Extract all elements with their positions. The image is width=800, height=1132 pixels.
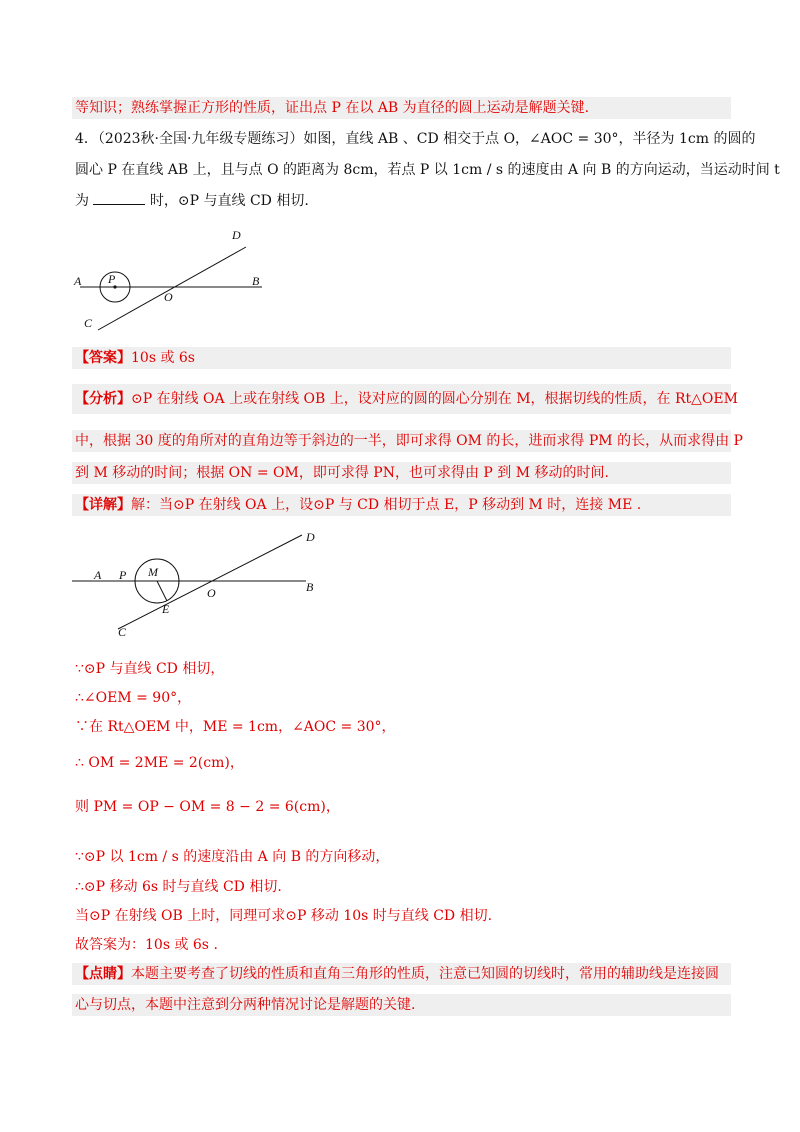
- step-6: ∵⊙P 以 1cm / s 的速度沿由 A 向 B 的方向移动，: [75, 849, 390, 865]
- label-o-2: O: [207, 586, 216, 600]
- line-cd-2: [118, 535, 302, 629]
- label-p: P: [108, 272, 116, 286]
- question-line-1: 4．（2023秋·全国·九年级专题练习）如图，直线 AB 、CD 相交于点 O，∠AOC = 30°，半径为 1cm 的圆的: [75, 131, 756, 147]
- detail-line: [72, 494, 731, 516]
- label-a-2: A: [94, 568, 102, 582]
- comment-line-1: [72, 963, 731, 985]
- figure-2-diagram: [72, 523, 318, 639]
- answer-tag: 【答案】: [75, 350, 131, 366]
- analysis-line-3: 到 M 移动的时间；根据 ON = OM，即可求得 PN，也可求得由 P 到 M 移动的时间.: [72, 462, 731, 484]
- step-1: ∵⊙P 与直线 CD 相切，: [75, 661, 225, 677]
- analysis-text-1: ⊙P 在射线 OA 上或在射线 OB 上，设对应的圆的圆心分别在 M，根据切线的性质，在 Rt△OEM: [131, 391, 738, 407]
- step-5: 则 PM = OP − OM = 8 − 2 = 6(cm)，: [75, 799, 340, 815]
- label-d-2: D: [306, 530, 315, 544]
- step-9: 故答案为：10s 或 6s .: [75, 937, 218, 953]
- answer-blank: [93, 190, 145, 205]
- label-d: D: [232, 228, 241, 242]
- label-m: M: [148, 565, 158, 579]
- detail-tag: 【详解】: [75, 497, 131, 513]
- question-line-3: [75, 190, 309, 212]
- label-a: A: [74, 274, 82, 288]
- answer-text: 10s 或 6s: [131, 350, 195, 366]
- label-o: O: [164, 290, 173, 304]
- label-b-2: B: [306, 580, 314, 594]
- comment-text-1: 本题主要考查了切线的性质和直角三角形的性质，注意已知圆的切线时，常用的辅助线是连接圆: [131, 966, 719, 982]
- question-line-3-post: 时，⊙P 与直线 CD 相切.: [149, 193, 309, 209]
- label-p-2: P: [119, 568, 127, 582]
- label-b: B: [252, 274, 260, 288]
- step-8: 当⊙P 在射线 OB 上时，同理可求⊙P 移动 10s 时与直线 CD 相切.: [75, 908, 493, 924]
- label-c: C: [84, 316, 93, 330]
- comment-tag: 【点睛】: [75, 966, 131, 982]
- question-line-2: 圆心 P 在直线 AB 上，且与点 O 的距离为 8cm，若点 P 以 1cm / s 的速度由 A 向 B 的方向运动，当运动时间 t: [75, 162, 780, 178]
- step-3: ∵在 Rt△OEM 中，ME = 1cm，∠AOC = 30°，: [75, 719, 396, 735]
- step-4: ∴ OM = 2ME = 2(cm)，: [75, 755, 244, 771]
- label-c-2: C: [118, 625, 127, 639]
- analysis-line-1: [72, 384, 738, 414]
- label-e: E: [162, 602, 170, 616]
- figure-1-diagram: [70, 225, 280, 340]
- analysis-line-2: 中，根据 30 度的角所对的直角边等于斜边的一半，即可求得 OM 的长，进而求得 PM 的长，从而求得由 P: [72, 430, 731, 452]
- analysis-tag: 【分析】: [75, 391, 131, 407]
- line-cd: [98, 247, 246, 330]
- top-note: 等知识；熟练掌握正方形的性质，证出点 P 在以 AB 为直径的圆上运动是解题关键.: [72, 97, 731, 119]
- step-7: ∴⊙P 移动 6s 时与直线 CD 相切.: [75, 879, 282, 895]
- step-2: ∴∠OEM = 90°，: [75, 690, 192, 706]
- answer-line: [72, 347, 731, 369]
- comment-line-2: 心与切点，本题中注意到分两种情况讨论是解题的关键.: [72, 994, 731, 1016]
- detail-text: 解：当⊙P 在射线 OA 上，设⊙P 与 CD 相切于点 E，P 移动到 M 时，连接 ME .: [131, 497, 642, 513]
- question-line-3-pre: 为: [75, 193, 89, 209]
- radius-me: [157, 581, 167, 601]
